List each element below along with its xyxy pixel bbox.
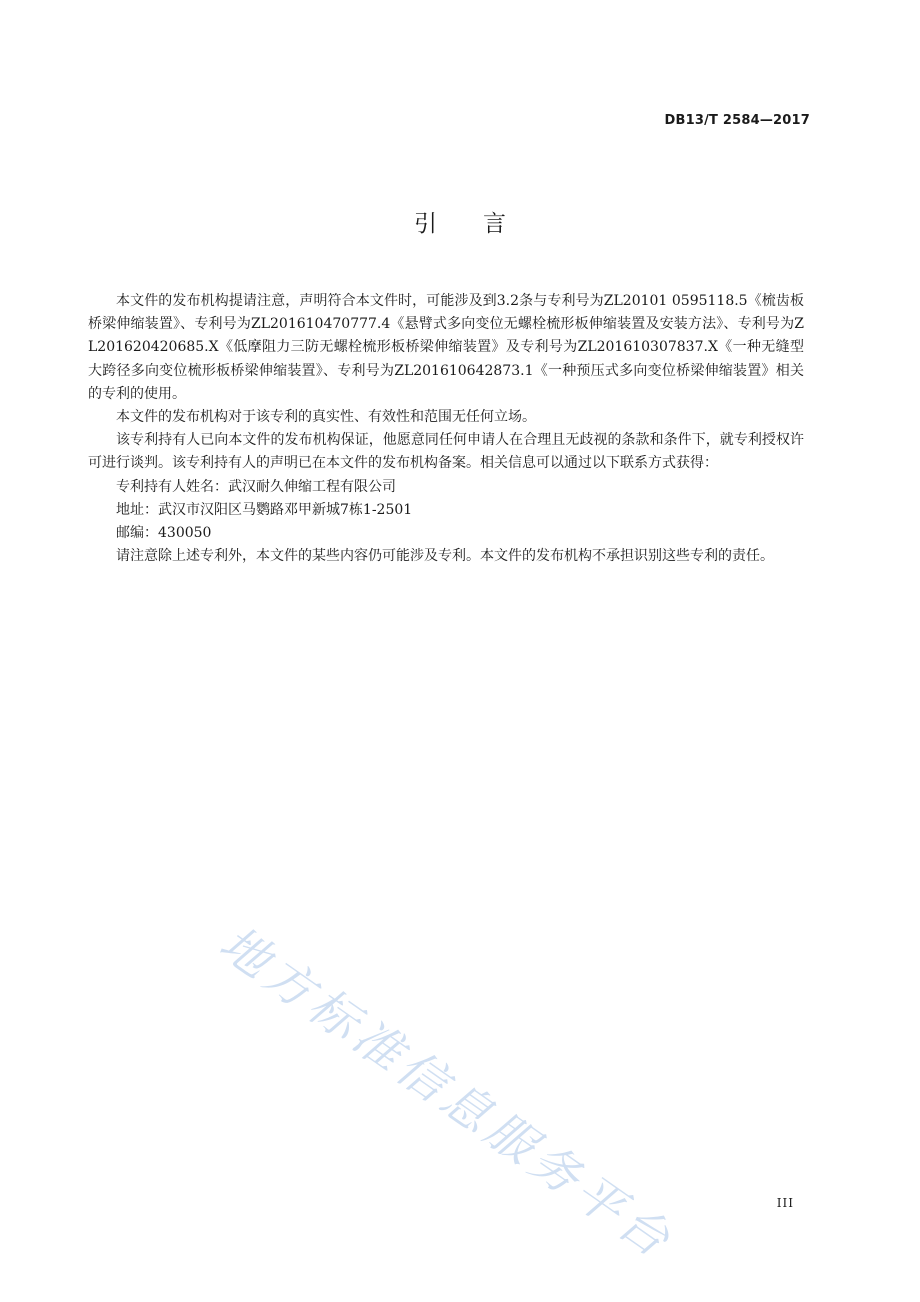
title-char-1: 引 (414, 211, 437, 237)
title-char-2: 言 (483, 211, 506, 237)
page-title (0, 205, 920, 238)
paragraph-position: 本文件的发布机构对于该专利的真实性、有效性和范围无任何立场。 (116, 409, 536, 426)
page-number: III (776, 1196, 794, 1210)
introduction-body (88, 290, 804, 568)
paragraph-licensing: 该专利持有人已向本文件的发布机构保证，他愿意同任何申请人在合理且无歧视的条款和条件下，就专利授权许可进行谈判。该专利持有人的声明已在本文件的发布机构备案。相关信息可以通过以下联系方式获得： (88, 432, 804, 472)
paragraph-disclaimer: 请注意除上述专利外，本文件的某些内容仍可能涉及专利。本文件的发布机构不承担识别这些专利的责任。 (116, 548, 774, 565)
paragraph-address: 地址：武汉市汉阳区马鹦路邓甲新城7栋1-2501 (116, 501, 413, 518)
paragraph-holder-name: 专利持有人姓名：武汉耐久伸缩工程有限公司 (116, 478, 396, 495)
paragraph-patent-notice: 本文件的发布机构提请注意，声明符合本文件时，可能涉及到3.2条与专利号为ZL20101 0595118.5《梳齿板桥梁伸缩装置》、专利号为ZL201610470777.4《悬臂式多向变位无螺栓梳形板伸缩装置及安装方法》、专利号为ZL201620420685.X《低摩阻力三防无螺栓梳形板桥梁伸缩装置》及专利号为ZL201610307837.X《一种无缝型大跨径多向变位梳形板桥梁伸缩装置》、专利号为ZL201610642873.1《一种预压式多向变位桥梁伸缩装置》相关的专利的使用。 (88, 293, 804, 402)
paragraph-postcode: 邮编：430050 (116, 525, 212, 542)
document-code: DB13/T 2584—2017 (664, 113, 810, 128)
watermark: 地方标准信息服务平台 (209, 915, 684, 1271)
